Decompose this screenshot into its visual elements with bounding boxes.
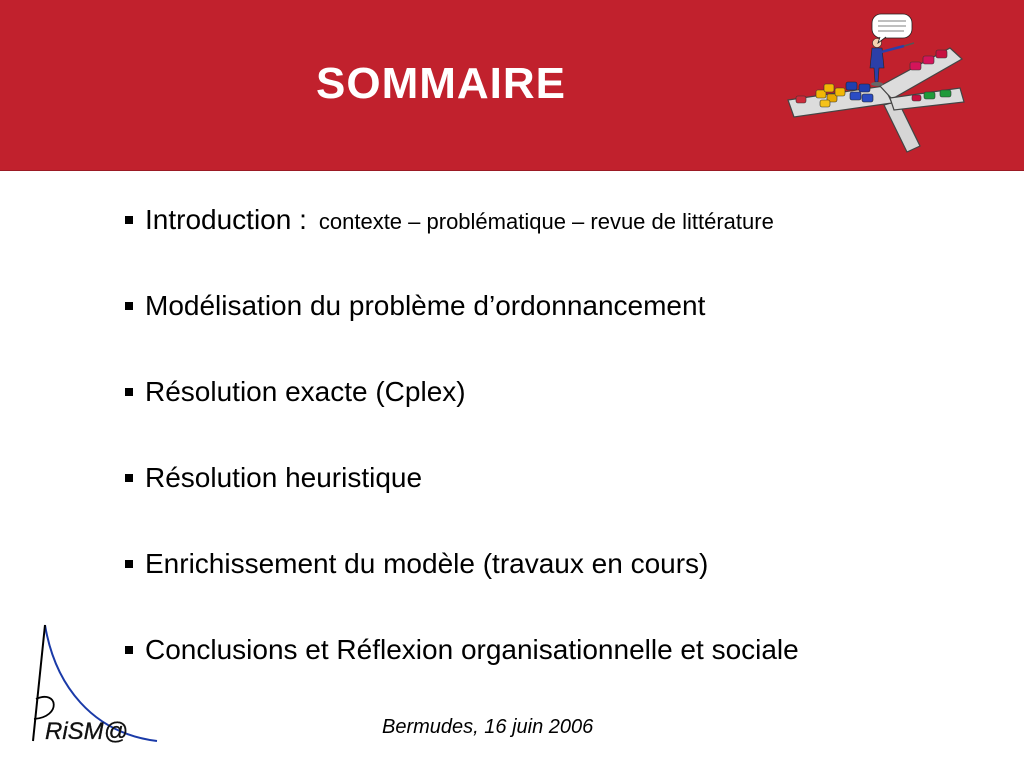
header-band: [0, 0, 1024, 171]
logo-text: RiSM@: [45, 718, 129, 745]
car-icon: [912, 95, 921, 101]
bullet-icon: [125, 216, 133, 224]
car-icon: [936, 50, 947, 58]
car-icon: [846, 82, 857, 90]
list-item: [122, 284, 799, 370]
car-icon: [862, 94, 873, 102]
car-icon: [910, 62, 921, 70]
slide-title: SOMMAIRE: [316, 59, 566, 108]
list-item: [122, 456, 799, 542]
slide-footer: Bermudes, 16 juin 2006: [382, 716, 594, 738]
list-item: [122, 370, 799, 456]
car-icon: [820, 100, 830, 107]
list-item: [122, 198, 799, 284]
list-item-detail: contexte – problématique – revue de littérature: [318, 209, 774, 234]
list-item-main: Résolution exacte (Cplex): [145, 376, 466, 407]
list-item: [122, 542, 799, 628]
bullet-icon: [125, 388, 133, 396]
list-item-main: Résolution heuristique: [145, 462, 423, 493]
car-icon: [859, 84, 870, 92]
prism-logo: [0, 615, 170, 765]
car-icon: [824, 84, 834, 92]
list-item-main: Conclusions et Réflexion organisationnelle et sociale: [145, 634, 799, 665]
list-item-text: [145, 198, 774, 244]
car-icon: [796, 96, 806, 103]
person-body: [870, 48, 884, 82]
bullet-icon: [125, 302, 133, 310]
list-item-main: Modélisation du problème d’ordonnancement: [145, 290, 706, 321]
car-icon: [850, 92, 861, 100]
person-feet: [871, 82, 883, 86]
car-icon: [835, 88, 845, 96]
bullet-icon: [125, 560, 133, 568]
person-pointer: [904, 43, 914, 46]
list-item: [122, 628, 799, 714]
list-item-main: Introduction :: [145, 204, 307, 235]
list-item-main: Enrichissement du modèle (travaux en cours): [145, 548, 709, 579]
car-icon: [940, 90, 951, 97]
agenda-list: [122, 198, 799, 714]
bullet-icon: [125, 474, 133, 482]
car-icon: [924, 92, 935, 99]
person-arm: [881, 46, 904, 52]
car-icon: [923, 56, 934, 64]
logo-vertical-stroke: [33, 625, 45, 741]
conveyor-illustration: [780, 10, 970, 160]
